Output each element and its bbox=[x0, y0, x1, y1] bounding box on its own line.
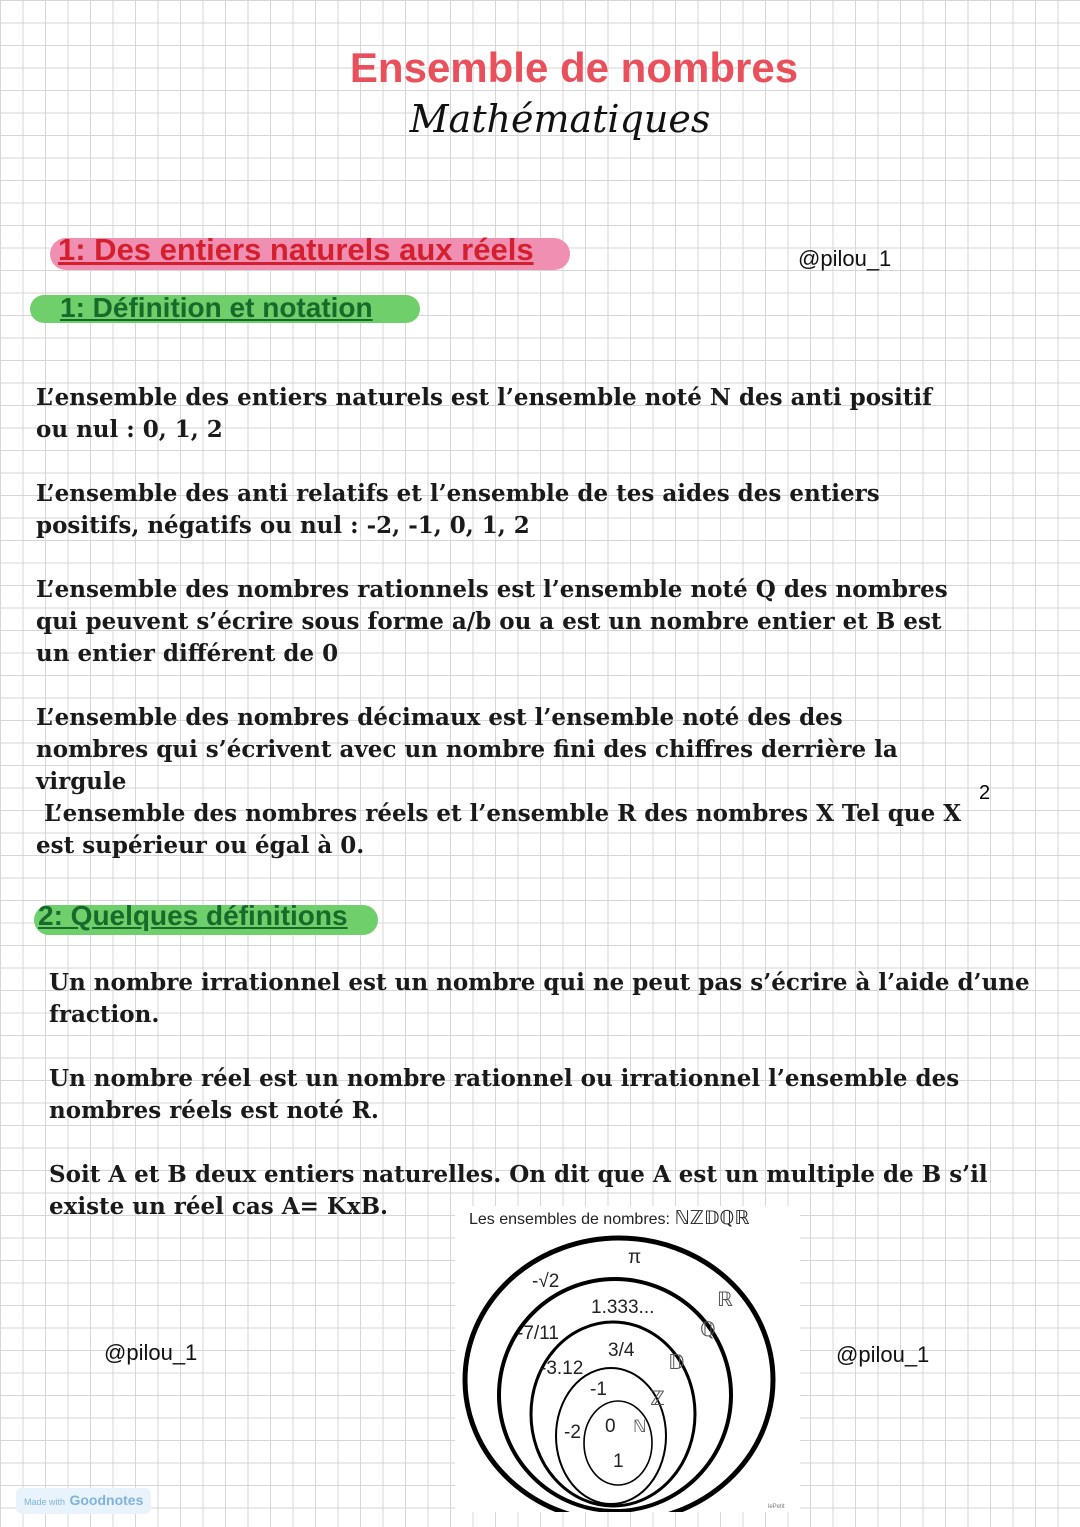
element-0: 0 bbox=[605, 1416, 616, 1437]
paragraph-reel bbox=[49, 1063, 1059, 1127]
text-line: ou nul : 0, 1, 2 bbox=[36, 416, 223, 443]
exponent: 2 bbox=[979, 782, 991, 804]
paragraph-rationnels bbox=[36, 574, 1036, 670]
text-line: Un nombre réel est un nombre rationnel ou irrationnel l’ensemble des bbox=[49, 1065, 960, 1092]
text-line: L’ensemble des nombres décimaux est l’ensemble noté des des bbox=[36, 704, 843, 731]
element-1: 1 bbox=[613, 1451, 624, 1472]
text-line: un entier différent de 0 bbox=[36, 640, 339, 667]
element-minus-3-12: -3.12 bbox=[540, 1358, 584, 1379]
text-line: existe un réel cas A= KxB. bbox=[49, 1193, 389, 1220]
made-with-badge bbox=[16, 1488, 151, 1514]
element-3-4: 3/4 bbox=[608, 1340, 635, 1361]
element-minus-sqrt2: -√2 bbox=[532, 1271, 560, 1292]
element-pi: π bbox=[628, 1247, 642, 1268]
subsection-heading-2: 2: Quelques définitions bbox=[38, 900, 348, 931]
text-line: nombres réels est noté R. bbox=[49, 1097, 379, 1124]
text-line: Soit A et B deux entiers naturelles. On dit que A est un multiple de B s’il bbox=[49, 1161, 988, 1188]
text-line: est supérieur ou égal à 0. bbox=[36, 832, 365, 859]
author-handle-top: @pilou_1 bbox=[798, 246, 892, 271]
text-line: virgule bbox=[36, 768, 127, 795]
text-line: qui peuvent s’écrire sous forme a/b ou a est un nombre entier et B est bbox=[36, 608, 942, 635]
text-line: fraction. bbox=[49, 1001, 160, 1028]
text-line: L’ensemble des nombres rationnels est l’ensemble noté Q des nombres bbox=[36, 576, 948, 603]
set-label-N: ℕ bbox=[633, 1417, 647, 1437]
text-line: Un nombre irrationnel est un nombre qui ne peut pas s’écrire à l’aide d’une bbox=[49, 969, 1030, 996]
page-subtitle: Mathématiques bbox=[409, 97, 711, 141]
set-label-Z: ℤ bbox=[650, 1386, 665, 1410]
set-label-Q: ℚ bbox=[700, 1317, 716, 1341]
text-line: L’ensemble des nombres réels et l’ensemble R des nombres X Tel que X bbox=[36, 800, 962, 827]
subsection-heading-1: 1: Définition et notation bbox=[60, 292, 373, 323]
paragraph-relatifs bbox=[36, 478, 1036, 542]
paragraph-irrationnel bbox=[49, 967, 1059, 1031]
text-line: positifs, négatifs ou nul : -2, -1, 0, 1, 2 bbox=[36, 512, 530, 539]
set-label-R: ℝ bbox=[717, 1287, 733, 1311]
text-line: nombres qui s’écrivent avec un nombre fini des chiffres derrière la bbox=[36, 736, 898, 763]
author-handle-right: @pilou_1 bbox=[836, 1342, 930, 1367]
element-minus-1: -1 bbox=[590, 1379, 607, 1400]
text-line: L’ensemble des entiers naturels est l’ensemble noté N des anti positif bbox=[36, 384, 932, 411]
element-minus-7-11: -7/11 bbox=[517, 1323, 559, 1344]
element-1-333: 1.333... bbox=[591, 1297, 655, 1318]
author-handle-left: @pilou_1 bbox=[104, 1340, 198, 1365]
text-line: L’ensemble des anti relatifs et l’ensemble de tes aides des entiers bbox=[36, 480, 880, 507]
diagram-title-text: Les ensembles de nombres: bbox=[469, 1211, 675, 1228]
set-N-ellipse bbox=[584, 1401, 652, 1485]
diagram-title-symbols: ℕℤ𝔻ℚℝ bbox=[674, 1207, 750, 1229]
nested-sets-svg bbox=[455, 1206, 800, 1512]
diagram-credit: lePetit bbox=[768, 1504, 785, 1510]
paragraph-naturels bbox=[36, 382, 1036, 446]
paragraph-reels bbox=[36, 798, 1036, 862]
brand-name: Goodnotes bbox=[69, 1492, 144, 1508]
made-with-text: Made with bbox=[24, 1497, 66, 1507]
set-label-D: 𝔻 bbox=[668, 1350, 685, 1374]
element-minus-2: -2 bbox=[564, 1422, 581, 1443]
section-heading-1: 1: Des entiers naturels aux réels bbox=[58, 232, 534, 267]
paragraph-decimaux bbox=[36, 702, 1036, 798]
page-title: Ensemble de nombres bbox=[349, 44, 799, 91]
